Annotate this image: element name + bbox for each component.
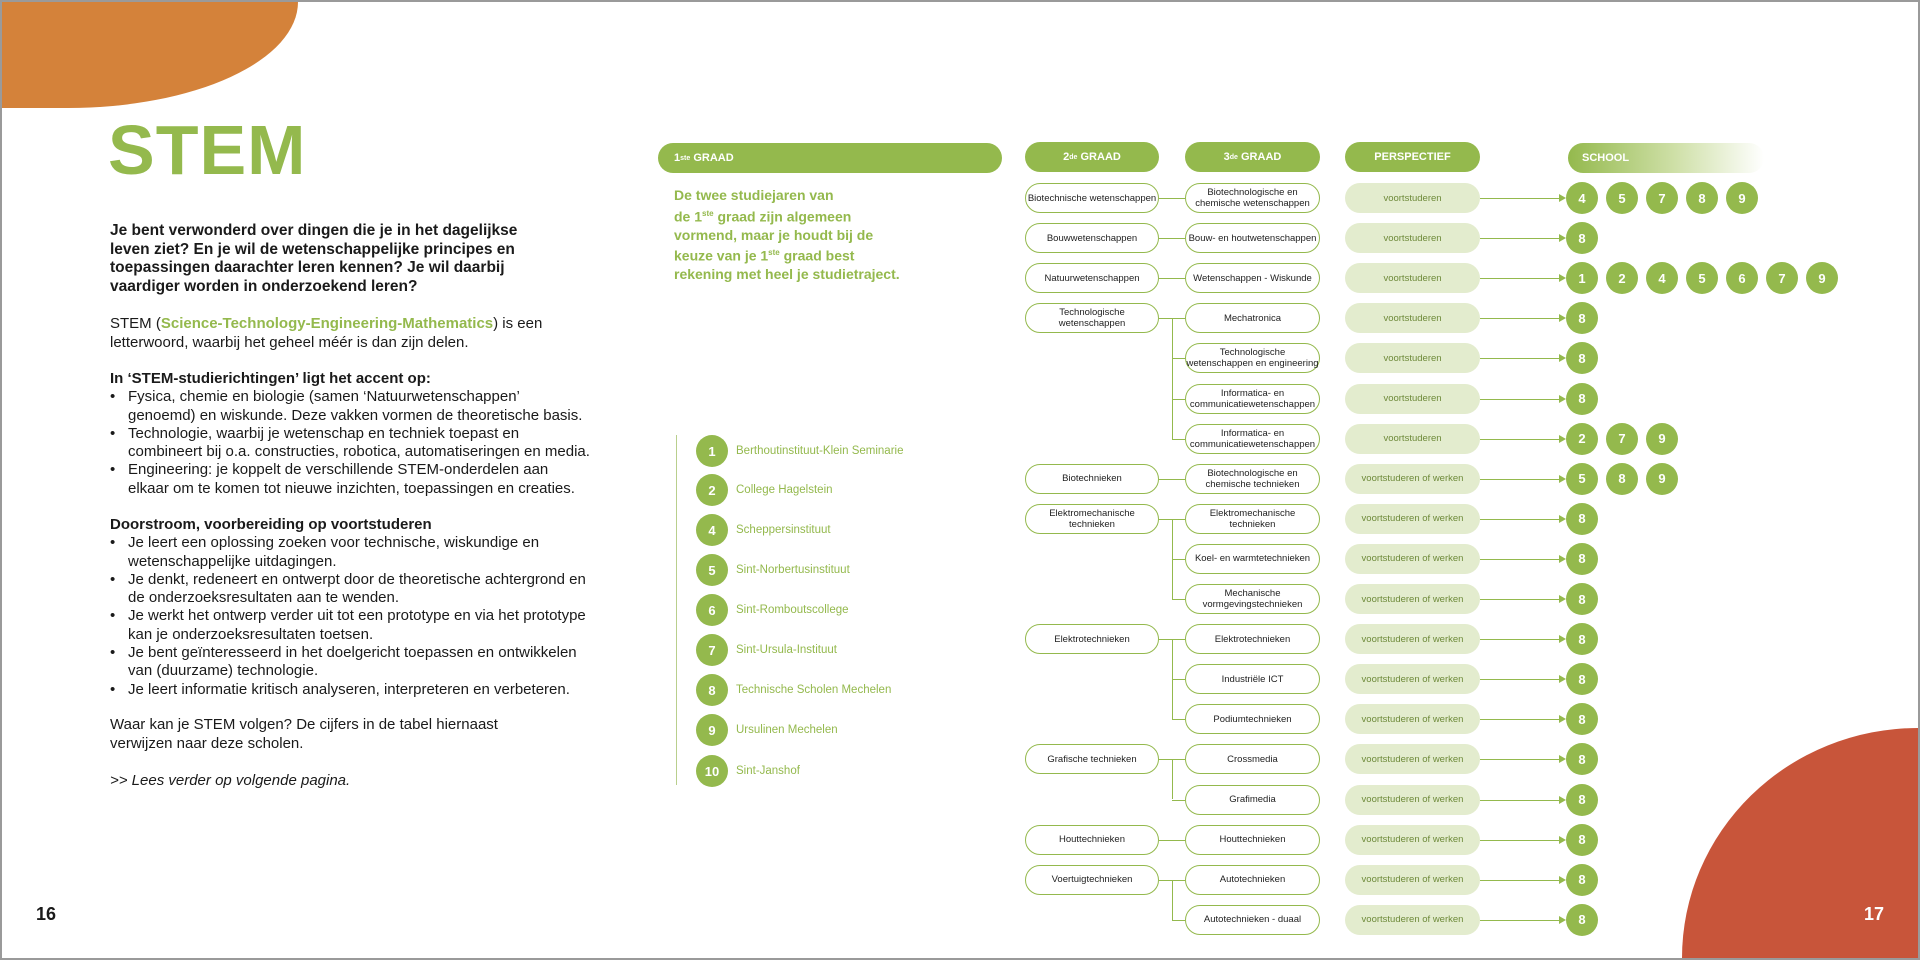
perspectief-cell: voortstuderen of werken	[1345, 664, 1480, 694]
school-number-list	[1566, 383, 1606, 415]
stem-def-highlight: Science-Technology-Engineering-Mathematics	[160, 315, 494, 332]
note-line	[674, 244, 944, 265]
school-number-badge: 8	[696, 674, 728, 706]
connector-line	[1159, 479, 1185, 480]
stem-def-before: STEM (	[110, 315, 161, 332]
school-number-badge: 4	[1566, 182, 1598, 214]
graad2-sup: de	[1069, 153, 1078, 161]
school-legend	[676, 435, 917, 785]
perspectief-cell: voortstuderen of werken	[1345, 744, 1480, 774]
graad2-num: 2	[1063, 151, 1070, 163]
note-text: graad zijn algemeen	[713, 208, 852, 225]
perspectief-cell: voortstuderen of werken	[1345, 865, 1480, 895]
perspectief-cell: voortstuderen of werken	[1345, 905, 1480, 935]
graad2-cell: Technologische wetenschappen	[1025, 303, 1159, 333]
graad3-sup: de	[1229, 153, 1238, 161]
doorstroom-heading: Doorstroom, voorbereiding op voortstuderen	[110, 516, 432, 533]
school-number-badge: 8	[1566, 583, 1598, 615]
accent-list	[110, 388, 590, 498]
connector-line	[1172, 439, 1185, 440]
perspectief-cell: voortstuderen of werken	[1345, 464, 1480, 494]
read-more-note: >> Lees verder op volgende pagina.	[110, 772, 351, 789]
doorstroom-list	[110, 534, 590, 699]
school-number-list	[1566, 342, 1606, 374]
graad2-word: GRAAD	[1080, 151, 1121, 163]
school-legend-item	[696, 594, 849, 626]
graad3-cell: Crossmedia	[1185, 744, 1320, 774]
perspectief-cell: voortstuderen of werken	[1345, 544, 1480, 574]
list-item: • Engineering: je koppelt de verschillende STEM-onderdelen aan elkaar om te komen tot nieuwe inzichten, toepassingen en creaties.	[110, 461, 590, 498]
arrow-line	[1480, 399, 1564, 400]
arrow-line	[1480, 519, 1564, 520]
list-item: • Je leert een oplossing zoeken voor technische, wiskundige en wetenschappelijke uitdagingen.	[110, 534, 590, 571]
perspectief-cell: voortstuderen	[1345, 263, 1480, 293]
graad3-cell: Grafimedia	[1185, 785, 1320, 815]
graad2-cell: Biotechnische wetenschappen	[1025, 183, 1159, 213]
accent-section	[110, 370, 590, 498]
graad2-cell: Biotechnieken	[1025, 464, 1159, 494]
lead-paragraph: Je bent verwonderd over dingen die je in het dagelijkse leven ziet? En je wil de wetenschappelijke principes en toepassingen daarachter leren kennen? Je wil daarbij vaardiger worden in onderzoekend leren?	[110, 222, 518, 295]
school-name: College Hagelstein	[736, 484, 833, 496]
graad3-cell: Autotechnieken - duaal	[1185, 905, 1320, 935]
list-item: • Fysica, chemie en biologie (samen ‘Natuurwetenschappen’ genoemd) en wiskunde. Deze vakken vormen de theoretische basis.	[110, 388, 590, 425]
school-number-badge: 2	[1606, 262, 1638, 294]
graad3-cell: Podiumtechnieken	[1185, 704, 1320, 734]
arrow-line	[1480, 880, 1564, 881]
perspectief-cell: voortstuderen	[1345, 303, 1480, 333]
arrow-line	[1480, 920, 1564, 921]
graad3-cell: Houttechnieken	[1185, 825, 1320, 855]
connector-line	[1172, 719, 1185, 720]
school-number-badge: 8	[1566, 703, 1598, 735]
arrow-line	[1480, 559, 1564, 560]
school-name: Sint-Ursula-Instituut	[736, 644, 837, 656]
school-legend-item	[696, 674, 891, 706]
header-graad2	[1025, 142, 1159, 172]
school-name: Scheppersinstituut	[736, 524, 831, 536]
connector-line	[1172, 399, 1185, 400]
school-number-badge: 5	[1566, 463, 1598, 495]
connector-line	[1172, 559, 1185, 560]
graad1-sup: ste	[680, 154, 691, 162]
arrow-line	[1480, 439, 1564, 440]
school-number-badge: 8	[1686, 182, 1718, 214]
note-line: rekening met heel je studietraject.	[674, 266, 900, 283]
school-number-badge: 8	[1566, 342, 1598, 374]
school-number-list	[1566, 543, 1606, 575]
graad2-cell: Elektrotechnieken	[1025, 624, 1159, 654]
school-number-badge: 8	[1566, 383, 1598, 415]
school-name: Technische Scholen Mechelen	[736, 684, 892, 696]
school-number-badge: 8	[1566, 663, 1598, 695]
where-question: Waar kan je STEM volgen? De cijfers in de tabel hiernaast verwijzen naar deze scholen.	[110, 716, 498, 752]
arrow-line	[1480, 719, 1564, 720]
perspectief-cell: voortstuderen of werken	[1345, 825, 1480, 855]
connector-line	[1172, 318, 1173, 438]
perspectief-cell: voortstuderen	[1345, 384, 1480, 414]
school-number-badge: 5	[696, 554, 728, 586]
school-number-list	[1566, 904, 1606, 936]
school-name: Sint-Norbertusinstituut	[736, 564, 850, 576]
school-number-badge: 8	[1606, 463, 1638, 495]
school-number-list	[1566, 503, 1606, 535]
school-number-badge: 6	[1726, 262, 1758, 294]
school-number-badge: 8	[1566, 904, 1598, 936]
graad2-cell: Bouwwetenschappen	[1025, 223, 1159, 253]
school-legend-item	[696, 554, 850, 586]
connector-line	[1159, 840, 1185, 841]
graad3-cell: Biotechnologische en chemische technieken	[1185, 464, 1320, 494]
list-item: • Je werkt het ontwerp verder uit tot een prototype en via het prototype kan je onderzoeksresultaten toetsen.	[110, 607, 590, 644]
school-number-badge: 8	[1566, 743, 1598, 775]
header-perspectief: PERSPECTIEF	[1345, 142, 1480, 172]
note-text: de 1	[674, 208, 703, 225]
graad3-cell: Mechanische vormgevingstechnieken	[1185, 584, 1320, 614]
school-name: Berthoutinstituut-Klein Seminarie	[736, 445, 904, 457]
perspectief-cell: voortstuderen of werken	[1345, 504, 1480, 534]
school-number-badge: 8	[1566, 503, 1598, 535]
school-number-badge: 9	[1646, 423, 1678, 455]
arrow-line	[1480, 639, 1564, 640]
school-number-badge: 6	[696, 594, 728, 626]
connector-line	[1172, 880, 1173, 920]
perspectief-cell: voortstuderen	[1345, 424, 1480, 454]
note-sup: ste	[702, 208, 714, 218]
graad3-cell: Mechatronica	[1185, 303, 1320, 333]
graad2-cell: Natuurwetenschappen	[1025, 263, 1159, 293]
connector-line	[1159, 238, 1185, 239]
graad2-cell: Houttechnieken	[1025, 825, 1159, 855]
arrow-line	[1480, 278, 1564, 279]
school-number-badge: 2	[696, 474, 728, 506]
school-number-list	[1566, 824, 1606, 856]
school-number-badge: 4	[1646, 262, 1678, 294]
arrow-line	[1480, 800, 1564, 801]
page-number-right: 17	[1863, 904, 1884, 924]
school-number-badge: 9	[1646, 463, 1678, 495]
graad3-word: GRAAD	[1241, 151, 1282, 163]
connector-line	[1172, 800, 1185, 801]
graad3-cell: Technologische wetenschappen en engineering	[1185, 343, 1320, 373]
school-number-list	[1566, 743, 1606, 775]
connector-line	[1159, 198, 1185, 199]
arrow-line	[1480, 679, 1564, 680]
graad2-cell: Voertuigtechnieken	[1025, 865, 1159, 895]
school-number-list	[1566, 182, 1766, 214]
school-number-list	[1566, 463, 1686, 495]
stem-def-after: ) is een letterwoord, waarbij het geheel méér is dan zijn delen.	[110, 315, 543, 351]
school-number-list	[1566, 663, 1606, 695]
school-number-badge: 8	[1566, 222, 1598, 254]
graad3-cell: Elektromechanische technieken	[1185, 504, 1320, 534]
school-number-badge: 2	[1566, 423, 1598, 455]
school-legend-item	[696, 474, 833, 506]
graad3-cell: Biotechnologische en chemische wetenschappen	[1185, 183, 1320, 213]
list-item: • Je denkt, redeneert en ontwerpt door de theoretische achtergrond en de onderzoeksresultaten aan te wenden.	[110, 571, 590, 608]
arrow-line	[1480, 840, 1564, 841]
school-number-badge: 7	[1766, 262, 1798, 294]
school-number-badge: 7	[696, 634, 728, 666]
school-legend-item	[696, 435, 903, 467]
arrow-line	[1480, 238, 1564, 239]
page-number-left: 16	[36, 904, 57, 924]
school-number-badge: 7	[1646, 182, 1678, 214]
school-number-list	[1566, 623, 1606, 655]
school-legend-item	[696, 514, 831, 546]
graad3-num: 3	[1223, 151, 1230, 163]
school-number-list	[1566, 864, 1606, 896]
graad3-cell: Elektrotechnieken	[1185, 624, 1320, 654]
accent-heading: In ‘STEM-studierichtingen’ ligt het accent op:	[110, 370, 431, 387]
connector-line	[1172, 599, 1185, 600]
perspectief-cell: voortstuderen of werken	[1345, 584, 1480, 614]
school-number-list	[1566, 583, 1606, 615]
header-school: SCHOOL	[1568, 143, 1764, 173]
perspectief-cell: voortstuderen of werken	[1345, 624, 1480, 654]
doorstroom-section	[110, 516, 590, 699]
note-line: vormend, maar je houdt bij de	[674, 226, 874, 243]
school-number-badge: 8	[1566, 623, 1598, 655]
arrow-line	[1480, 198, 1564, 199]
school-number-list	[1566, 703, 1606, 735]
perspectief-cell: voortstuderen of werken	[1345, 785, 1480, 815]
arrow-line	[1480, 479, 1564, 480]
school-number-badge: 1	[1566, 262, 1598, 294]
note-text: graad best	[779, 247, 855, 264]
connector-line	[1172, 759, 1173, 799]
arrow-line	[1480, 599, 1564, 600]
school-name: Sint-Romboutscollege	[736, 604, 849, 616]
graad1-note	[674, 186, 944, 284]
school-number-badge: 1	[696, 435, 728, 467]
note-sup: ste	[768, 248, 780, 258]
stem-definition	[110, 315, 550, 352]
school-legend-item	[696, 634, 837, 666]
graad3-cell: Autotechnieken	[1185, 865, 1320, 895]
school-number-badge: 10	[696, 755, 728, 787]
connector-line	[1172, 679, 1185, 680]
perspectief-cell: voortstuderen	[1345, 183, 1480, 213]
school-number-badge: 7	[1606, 423, 1638, 455]
connector-line	[1159, 278, 1185, 279]
school-name: Sint-Janshof	[736, 765, 800, 777]
school-number-badge: 9	[1726, 182, 1758, 214]
school-number-list	[1566, 222, 1606, 254]
header-graad1	[658, 143, 1002, 173]
school-number-badge: 5	[1686, 262, 1718, 294]
graad3-cell: Bouw- en houtwetenschappen	[1185, 223, 1320, 253]
school-number-badge: 4	[696, 514, 728, 546]
school-number-list	[1566, 423, 1686, 455]
list-item: • Je leert informatie kritisch analyseren, interpreteren en verbeteren.	[110, 681, 590, 699]
graad3-cell: Informatica- en communicatiewetenschappen	[1185, 424, 1320, 454]
page-title: STEM	[108, 111, 307, 189]
header-graad3	[1185, 142, 1320, 172]
perspectief-cell: voortstuderen of werken	[1345, 704, 1480, 734]
list-item: • Technologie, waarbij je wetenschap en techniek toepast en combineert bij o.a. constructies, robotica, automatiseringen en media.	[110, 425, 590, 462]
perspectief-cell: voortstuderen	[1345, 223, 1480, 253]
school-legend-item	[696, 714, 838, 746]
connector-line	[1172, 920, 1185, 921]
arrow-line	[1480, 318, 1564, 319]
graad3-cell: Wetenschappen - Wiskunde	[1185, 263, 1320, 293]
graad2-cell: Elektromechanische technieken	[1025, 504, 1159, 534]
school-number-badge: 8	[1566, 864, 1598, 896]
note-text: keuze van je 1	[674, 247, 769, 264]
graad1-num: 1	[674, 152, 681, 164]
graad3-cell: Industriële ICT	[1185, 664, 1320, 694]
graad3-cell: Koel- en warmtetechnieken	[1185, 544, 1320, 574]
school-number-badge: 9	[1806, 262, 1838, 294]
perspectief-cell: voortstuderen	[1345, 343, 1480, 373]
school-number-list	[1566, 262, 1846, 294]
graad1-word: GRAAD	[693, 152, 734, 164]
arrow-line	[1480, 358, 1564, 359]
school-name: Ursulinen Mechelen	[736, 724, 838, 736]
school-number-badge: 5	[1606, 182, 1638, 214]
list-item: • Je bent geïnteresseerd in het doelgericht toepassen en ontwikkelen van (duurzame) technologie.	[110, 644, 590, 681]
graad3-cell: Informatica- en communicatiewetenschappen	[1185, 384, 1320, 414]
school-number-badge: 8	[1566, 543, 1598, 575]
graad2-cell: Grafische technieken	[1025, 744, 1159, 774]
school-number-badge: 8	[1566, 302, 1598, 334]
school-number-badge: 9	[696, 714, 728, 746]
school-number-badge: 8	[1566, 784, 1598, 816]
note-line: De twee studiejaren van	[674, 187, 834, 203]
arrow-line	[1480, 759, 1564, 760]
school-number-list	[1566, 302, 1606, 334]
school-number-list	[1566, 784, 1606, 816]
note-line	[674, 205, 944, 226]
connector-line	[1172, 358, 1185, 359]
school-legend-item	[696, 755, 800, 787]
school-number-badge: 8	[1566, 824, 1598, 856]
